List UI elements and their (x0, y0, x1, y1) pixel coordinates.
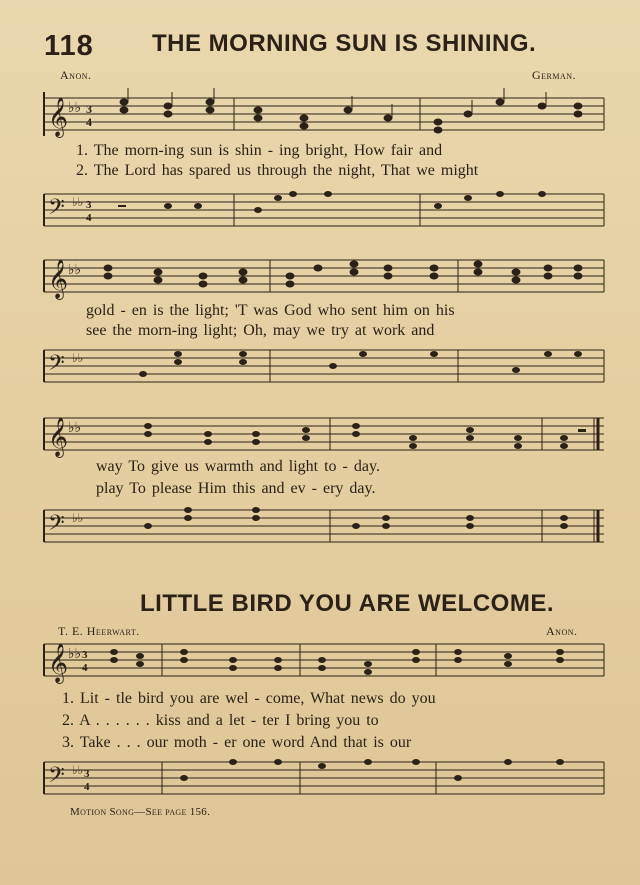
svg-text:♭♭: ♭♭ (72, 511, 84, 525)
svg-text:♭♭: ♭♭ (72, 351, 84, 365)
svg-text:𝄢: 𝄢 (48, 195, 65, 224)
svg-text:♭♭: ♭♭ (68, 263, 82, 278)
hymn1-s2-verse2: see the morn-ing light; Oh, may we try at work and (86, 322, 435, 339)
footnote: Motion Song—See page 156. (70, 806, 211, 818)
hymn2-verse1: 1. Lit - tle bird you are wel - come, What news do you (62, 690, 436, 707)
hymn2-composer: T. E. Heerwart. (58, 624, 140, 638)
hymn1-s1-verse2: 2. The Lord has spared us through the night, That we might (76, 162, 479, 179)
svg-text:4: 4 (86, 115, 92, 129)
svg-text:♭♭: ♭♭ (72, 763, 84, 777)
svg-text:♭♭: ♭♭ (68, 421, 82, 436)
staff-bass-2 (38, 344, 608, 390)
svg-text:♭♭: ♭♭ (68, 647, 82, 662)
hymn1-author: Anon. (60, 68, 92, 82)
svg-text:𝄞: 𝄞 (48, 97, 69, 137)
svg-text:𝄞: 𝄞 (48, 645, 69, 682)
hymn-title-little-bird: LITTLE BIRD YOU ARE WELCOME. (140, 590, 554, 617)
svg-text:4: 4 (86, 212, 92, 224)
hymn2-author: Anon. (546, 624, 578, 638)
svg-text:4: 4 (82, 662, 88, 674)
hymn1-s2-verse1: gold - en is the light; 'T was God who sent him on his (86, 302, 455, 319)
hymn1-s1-verse1: 1. The morn-ing sun is shin - ing bright, How fair and (76, 142, 443, 159)
svg-text:3: 3 (86, 199, 92, 211)
svg-text:𝄞: 𝄞 (48, 261, 69, 298)
hymn1-s3-verse1: way To give us warmth and light to - day. (96, 458, 380, 475)
staff-treble-3 (38, 410, 608, 464)
svg-text:3: 3 (84, 768, 90, 780)
hymn1-s3-verse2: play To please Him this and ev - ery day. (96, 480, 376, 497)
page-number: 118 (44, 30, 94, 62)
staff-bass-3 (38, 504, 608, 550)
svg-text:4: 4 (84, 781, 90, 793)
svg-text:𝄢: 𝄢 (48, 763, 65, 792)
staff-treble-4 (38, 636, 608, 686)
hymn-title-morning-sun: THE MORNING SUN IS SHINING. (152, 30, 537, 57)
hymn2-verse2: 2. A . . . . . . kiss and a let - ter I bring you to (62, 712, 379, 729)
hymn1-tune: German. (532, 68, 577, 82)
staff-treble-1 (38, 88, 608, 148)
svg-text:♭♭: ♭♭ (72, 195, 84, 209)
svg-text:3: 3 (82, 649, 88, 661)
svg-text:𝄞: 𝄞 (48, 419, 69, 456)
svg-text:♭♭: ♭♭ (68, 101, 82, 116)
svg-text:3: 3 (86, 102, 92, 116)
staff-bass-1 (38, 186, 608, 236)
staff-treble-2 (38, 250, 608, 310)
hymn2-verse3: 3. Take . . . our moth - er one word And that is our (62, 734, 412, 751)
staff-bass-4 (38, 756, 608, 802)
svg-text:𝄢: 𝄢 (48, 351, 65, 380)
svg-text:𝄢: 𝄢 (48, 511, 65, 540)
